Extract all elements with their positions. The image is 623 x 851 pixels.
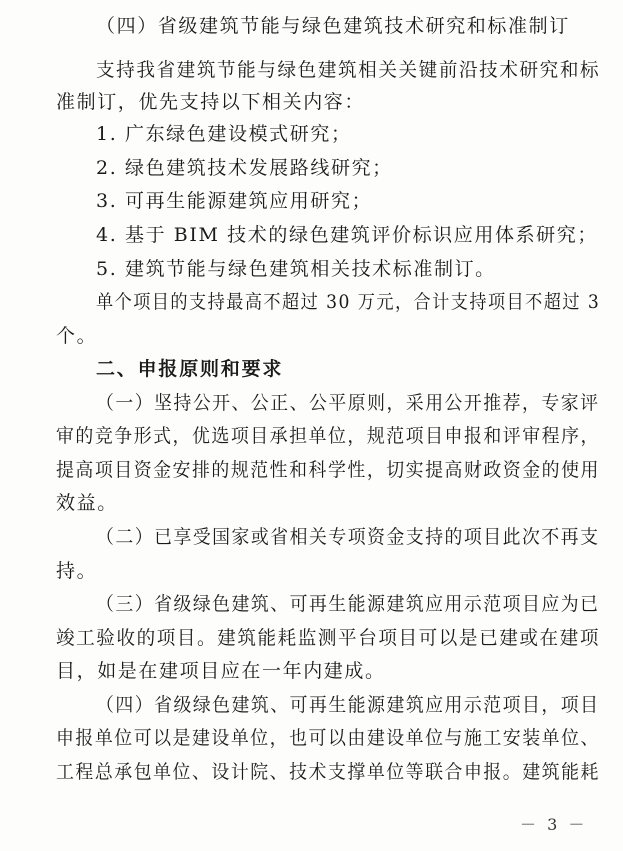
- paragraph-line: 申报单位可以是建设单位，也可以由建设单位与施工安装单位、: [56, 727, 600, 749]
- section-heading-two: 二、申报原则和要求: [96, 358, 284, 380]
- paragraph-line: 目，如是在建项目应在一年内建成。: [56, 660, 386, 682]
- list-item: 5. 建筑节能与绿色建筑相关技术标准制订。: [96, 258, 496, 280]
- paragraph-line: 持。: [56, 560, 98, 582]
- list-item: 1. 广东绿色建设模式研究；: [96, 123, 352, 145]
- section-heading-four: （四）省级建筑节能与绿色建筑技术研究和标准制订: [96, 15, 570, 37]
- paragraph-line: （三）省级绿色建筑、可再生能源建筑应用示范项目应为已: [96, 593, 600, 615]
- paragraph-line: （二）已享受国家或省相关专项资金支持的项目此次不再支: [96, 526, 600, 548]
- list-item: 2. 绿色建筑技术发展路线研究；: [96, 157, 393, 179]
- paragraph-line: 工程总承包单位、设计院、技术支撑单位等联合申报。建筑能耗: [56, 761, 600, 783]
- paragraph-line: 审的竞争形式，优选项目承担单位，规范项目申报和评审程序，: [56, 425, 600, 447]
- paragraph-line: 提高项目资金安排的规范性和科学性，切实提高财政资金的使用: [56, 459, 600, 481]
- list-item: 4. 基于 BIM 技术的绿色建筑评价标识应用体系研究；: [96, 224, 598, 246]
- paragraph-line: （一）坚持公开、公正、公平原则，采用公开推荐，专家评: [96, 392, 600, 414]
- page-number: － 3 －: [520, 815, 588, 834]
- paragraph-line: 支持我省建筑节能与绿色建筑相关关键前沿技术研究和标: [96, 59, 601, 81]
- paragraph-line: 个。: [56, 325, 98, 347]
- paragraph-line: 竣工验收的项目。建筑能耗监测平台项目可以是已建或在建项: [56, 627, 600, 649]
- paragraph-line: 效益。: [56, 492, 118, 514]
- paragraph-line: （四）省级绿色建筑、可再生能源建筑应用示范项目，项目: [96, 694, 600, 716]
- paragraph-line: 准制订，优先支持以下相关内容：: [56, 91, 366, 113]
- list-item: 3. 可再生能源建筑应用研究；: [96, 190, 373, 212]
- paragraph-line: 单个项目的支持最高不超过 30 万元，合计支持项目不超过 3: [96, 291, 601, 313]
